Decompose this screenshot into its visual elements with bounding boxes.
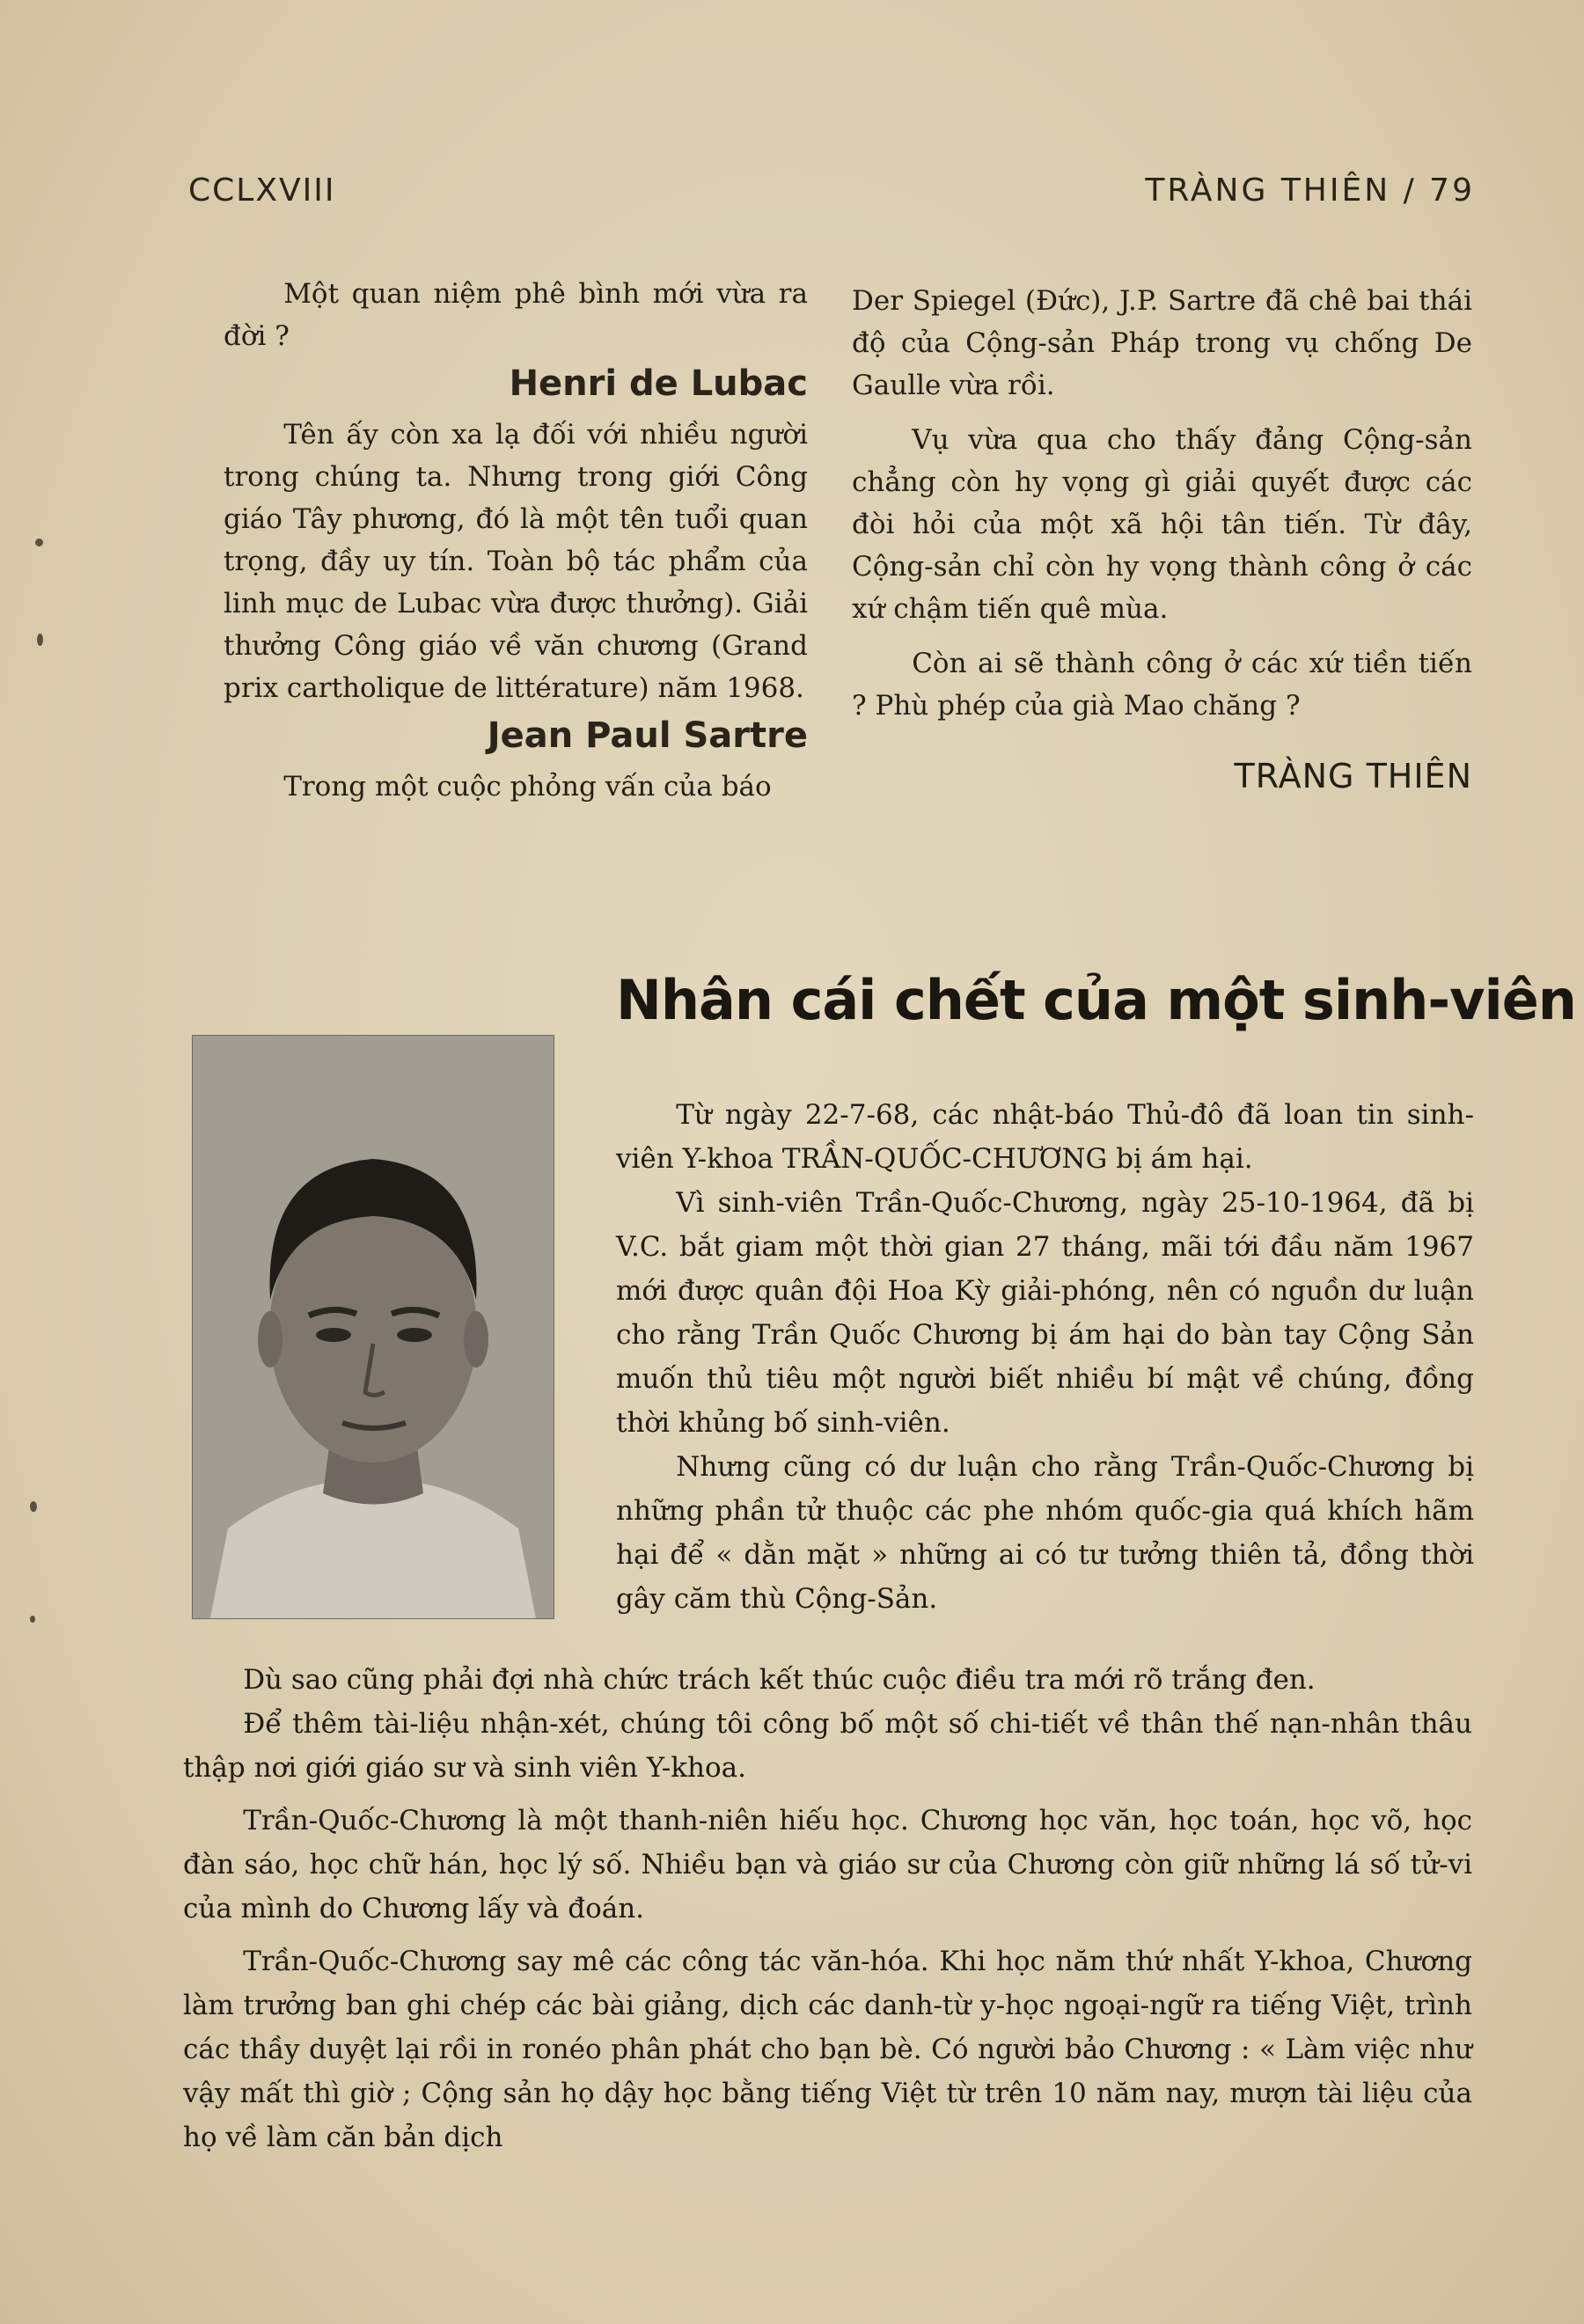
ink-speck <box>30 1501 37 1512</box>
paragraph: Trần-Quốc-Chương say mê các công tác văn-hóa. Khi học năm thứ nhất Y-khoa, Chương làm trưởng ban ghi chép các bài giảng, dịch các danh-từ y-học ngoại-ngữ ra tiếng Việt, trình các thầy duyệt lại rồi in ronéo phân phát cho bạn bè. Có người bảo Chương : « Làm việc như vậy mất thì giờ ; Cộng sản họ dậy học bằng tiếng Việt từ trên 10 năm nay, mượn tài liệu của họ về làm căn bản dịch <box>183 1946 1472 2153</box>
paragraph: Trong một cuộc phỏng vấn của báo <box>283 771 772 803</box>
student-portrait-photo <box>192 1035 554 1619</box>
paragraph: Tên ấy còn xa lạ đối với nhiều người trong chúng ta. Nhưng trong giới Công giáo Tây phương, đó là một tên tuổi quan trọng, đầy uy tín. Toàn bộ tác phẩm của linh mục de Lubac vừa được thưởng). Giải thưởng Công giáo về văn chương (Grand prix cartholique de littérature) năm 1968. <box>224 419 808 704</box>
ink-speck <box>35 539 43 546</box>
ink-speck <box>30 1616 35 1623</box>
intro-question: Một quan niệm phê bình mới vừa ra đời ? <box>224 278 808 352</box>
paragraph: Vì sinh-viên Trần-Quốc-Chương, ngày 25-10-1964, đã bị V.C. bắt giam một thời gian 27 tháng, mãi tới đầu năm 1967 mới được quân đội Hoa Kỳ giải-phóng, nên có nguồn dư luận cho rằng Trần Quốc Chương bị ám hại do bàn tay Cộng Sản muốn thủ tiêu một người biết nhiều bí mật về chúng, đồng thời khủng bố sinh-viên. <box>616 1187 1474 1439</box>
paragraph: Dù sao cũng phải đợi nhà chức trách kết thúc cuộc điều tra mới rõ trắng đen. <box>243 1664 1316 1696</box>
paragraph: Der Spiegel (Đức), J.P. Sartre đã chê bai thái độ của Cộng-sản Pháp trong vụ chống De Gaulle vừa rồi. <box>852 285 1472 401</box>
paragraph: Còn ai sẽ thành công ở các xứ tiền tiến ? Phù phép của già Mao chăng ? <box>852 648 1472 722</box>
author-signature: TRÀNG THIÊN <box>1234 757 1472 795</box>
paragraph: Từ ngày 22-7-68, các nhật-báo Thủ-đô đã loan tin sinh-viên Y-khoa TRẦN-QUỐC-CHƯƠNG bị ám hại. <box>616 1099 1474 1175</box>
ink-speck <box>37 634 43 646</box>
right-column <box>852 280 1472 797</box>
paragraph: Vụ vừa qua cho thấy đảng Cộng-sản chẳng còn hy vọng gì giải quyết được các đòi hỏi của một xã hội tân tiến. Từ đây, Cộng-sản chỉ còn hy vọng thành công ở các xứ chậm tiến quê mùa. <box>852 424 1472 625</box>
page-header-right: TRÀNG THIÊN / 79 <box>1145 172 1475 209</box>
section-heading: Jean Paul Sartre <box>487 715 808 756</box>
article-lead-column <box>616 1093 1474 1621</box>
section-heading: Henri de Lubac <box>509 363 808 404</box>
article-body <box>183 1658 1472 2159</box>
paragraph: Nhưng cũng có dư luận cho rằng Trần-Quốc-Chương bị những phần tử thuộc các phe nhóm quốc-gia quá khích hãm hại để « dằn mặt » những ai có tư tưởng thiên tả, đồng thời gây căm thù Cộng-Sản. <box>616 1451 1474 1615</box>
paragraph: Để thêm tài-liệu nhận-xét, chúng tôi công bố một số chi-tiết về thân thế nạn-nhân thâu thập nơi giới giáo sư và sinh viên Y-khoa. <box>183 1708 1472 1784</box>
left-column <box>224 273 808 808</box>
article-title: Nhân cái chết của một sinh-viên <box>616 968 1576 1032</box>
page-header-left: CCLXVIII <box>188 172 336 209</box>
paragraph: Trần-Quốc-Chương là một thanh-niên hiếu học. Chương học văn, học toán, học võ, học đàn sáo, học chữ hán, học lý số. Nhiều bạn và giáo sư của Chương còn giữ những lá số tử-vi của mình do Chương lấy và đoán. <box>183 1805 1472 1924</box>
